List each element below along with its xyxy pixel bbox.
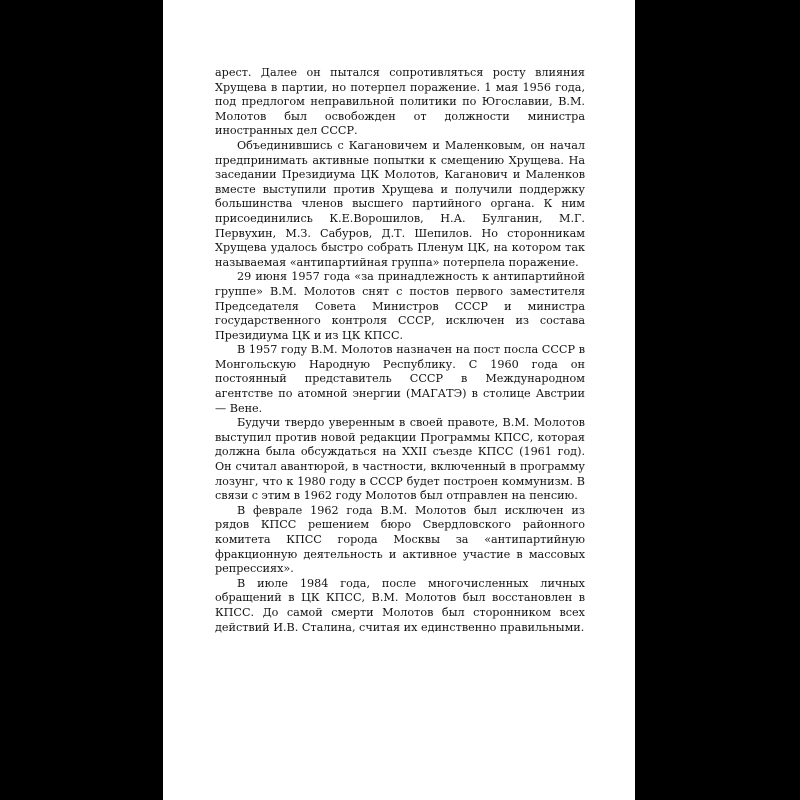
book-page xyxy=(163,0,635,800)
paragraph-4: В 1957 году В.М. Молотов назначен на пост посла СССР в Монгольскую Народную Республику. С 1960 года он постоянный представитель СССР в Международном агентстве по атомной энергии (МАГАТЭ) в столице Австрии — Вене. xyxy=(215,343,585,415)
paragraph-5: Будучи твердо уверенным в своей правоте, В.М. Молотов выступил против новой редакции Программы КПСС, которая должна была обсуждаться на XXII съезде КПСС (1961 год). Он считал авантюрой, в частности, включенный в программу лозунг, что к 1980 году в СССР будет построен коммунизм. В связи с этим в 1962 году Молотов был отправлен на пенсию. xyxy=(215,416,585,503)
page-text xyxy=(215,66,585,635)
paragraph-1: арест. Далее он пытался сопротивляться росту влияния Хрущева в партии, но потерпел поражение. 1 мая 1956 года, под предлогом неправильной политики по Югославии, В.М. Молотов был освобожден от должности министра иностранных дел СССР. xyxy=(215,66,585,138)
paragraph-7: В июле 1984 года, после многочисленных личных обращений в ЦК КПСС, В.М. Молотов был восстановлен в КПСС. До самой смерти Молотов был сторонником всех действий И.В. Сталина, считая их единственно правильными. xyxy=(215,576,585,634)
paragraph-3: 29 июня 1957 года «за принадлежность к антипартийной группе» В.М. Молотов снят с постов первого заместителя Председателя Совета Министров СССР и министра государственного контроля СССР, исключен из состава Президиума ЦК и из ЦК КПСС. xyxy=(215,270,585,342)
paragraph-6: В феврале 1962 года В.М. Молотов был исключен из рядов КПСС решением бюро Свердловского районного комитета КПСС города Москвы за «антипартийную фракционную деятельность и активное участие в массовых репрессиях». xyxy=(215,503,585,576)
paragraph-2: Объединившись с Кагановичем и Маленковым, он начал предпринимать активные попытки к смещению Хрущева. На заседании Президиума ЦК Молотов, Каганович и Маленков вместе выступили против Хрущева и получили поддержку большинства членов высшего партийного органа. К ним присоединились К.Е.Ворошилов, Н.А. Булганин, М.Г. Первухин, М.З. Сабуров, Д.Т. Шепилов. Но сторонникам Хрущева удалось быстро собрать Пленум ЦК, на котором так называемая «антипартийная группа» потерпела поражение. xyxy=(215,138,585,269)
